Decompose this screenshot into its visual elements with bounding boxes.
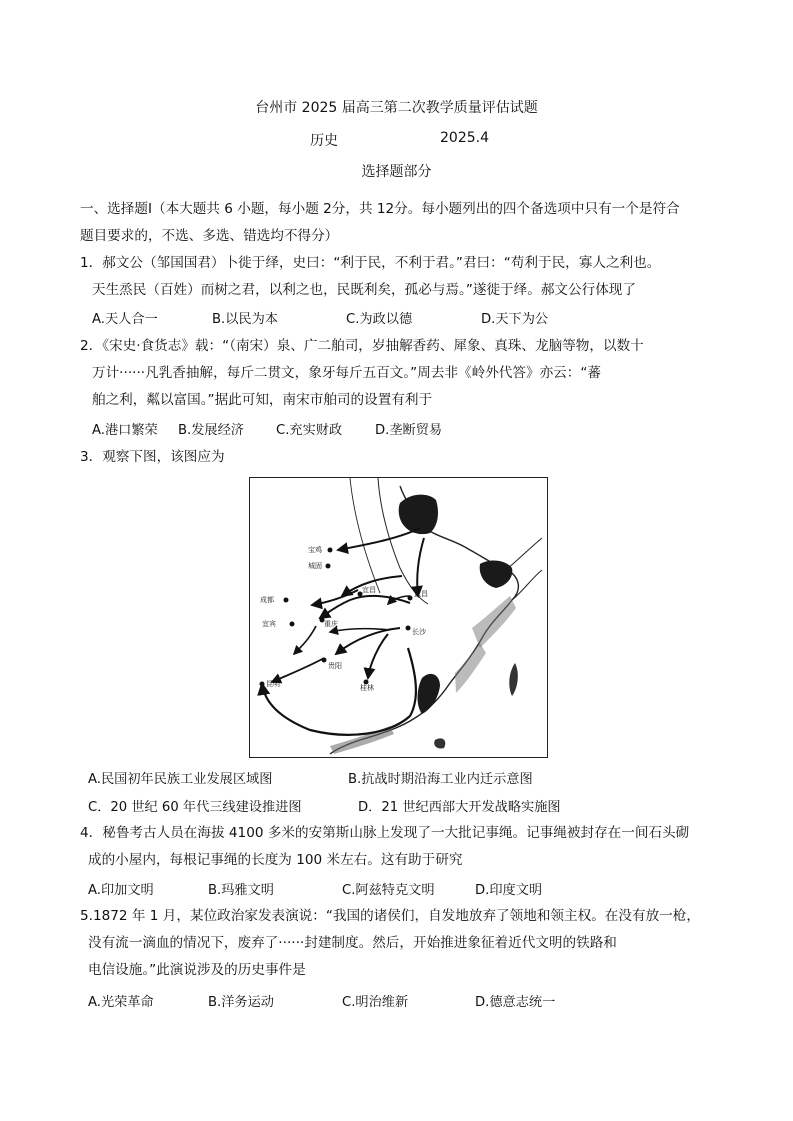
map-city-baoji: 宝鸡	[308, 546, 322, 554]
q5-line-3: 电信设施。”此演说涉及的历史事件是	[88, 962, 306, 978]
q4-line-1: 4．秘鲁考古人员在海拔 4100 多米的安第斯山脉上发现了一大批记事绳。记事绳被封存在一间石头砌	[80, 825, 690, 841]
q3-option-c: C．20 世纪 60 年代三线建设推进图	[88, 800, 302, 815]
map-city-kunming: 昆明	[266, 680, 280, 688]
map-city-yibin: 宜宾	[262, 620, 276, 628]
section-title: 选择题部分	[361, 164, 432, 180]
q1-option-a: A.天人合一	[92, 312, 158, 327]
q4-option-d: D.印度文明	[475, 883, 543, 898]
q2-option-d: D.垄断贸易	[375, 423, 443, 438]
q2-line-2: 万计······凡乳香抽解，每斤二贯文，象牙每斤五百文。”周去非《岭外代答》亦云：“蕃	[92, 365, 601, 381]
q2-option-b: B.发展经济	[178, 423, 244, 438]
q4-option-a: A.印加文明	[88, 883, 154, 898]
exam-title: 台州市 2025 届高三第二次教学质量评估试题	[255, 100, 538, 116]
q2-line-1: 2．《宋史·食货志》载：“（南宋）泉、广二舶司，岁抽解香药、犀象、真珠、龙脑等物，以数十	[80, 338, 644, 354]
map-city-chongqing: 重庆	[324, 620, 338, 628]
subject-label: 历史	[310, 133, 338, 149]
q2-option-c: C.充实财政	[276, 423, 343, 438]
q1-option-c: C.为政以德	[346, 312, 413, 327]
q3-line-1: 3．观察下图，该图应为	[80, 449, 225, 465]
q5-option-a: A.光荣革命	[88, 995, 154, 1010]
q1-line-2: 天生烝民（百姓）而树之君，以利之也，民既利矣，孤必与焉。”遂徙于绎。郝文公行体现了	[92, 282, 636, 298]
q4-line-2: 成的小屋内，每根记事绳的长度为 100 米左右。这有助于研究	[88, 852, 463, 868]
q1-option-b: B.以民为本	[212, 312, 278, 327]
map-city-guiyang: 贵阳	[328, 662, 342, 670]
q4-option-c: C.阿兹特克文明	[342, 883, 435, 898]
q3-option-b: B.抗战时期沿海工业内迁示意图	[348, 772, 533, 787]
q5-option-c: C.明治维新	[342, 995, 409, 1010]
q3-option-a: A.民国初年民族工业发展区域图	[88, 772, 273, 787]
q3-option-d: D．21 世纪西部大开发战略实施图	[358, 800, 561, 815]
q4-option-b: B.玛雅文明	[208, 883, 274, 898]
q5-line-2: 没有流一滴血的情况下，废弃了······封建制度。然后，开始推进象征着近代文明的铁路和	[88, 935, 617, 951]
q5-option-b: B.洋务运动	[208, 995, 274, 1010]
q5-line-1: 5.1872 年 1 月，某位政治家发表演说：“我国的诸侯们，自发地放弃了领地和领主权。在没有放一枪，	[80, 908, 700, 924]
q2-option-a: A.港口繁荣	[92, 423, 158, 438]
q2-line-3: 舶之利，粼以富国。”据此可知，南宋市舶司的设置有利于	[92, 392, 433, 408]
q1-line-1: 1．郝文公（邹国国君）卜徙于绎，史曰：“利于民，不利于君。”君曰：“苟利于民，寡人之利也。	[80, 255, 661, 271]
map-city-yichang: 宜昌	[362, 586, 376, 594]
instructions-line-1: 一、选择题Ⅰ（本大题共 6 小题，每小题 2分，共 12分。每小题列出的四个备选项中只有一个是符合	[80, 201, 680, 217]
map-city-guilin: 桂林	[360, 684, 374, 692]
map-city-chengdu: 成都	[260, 596, 274, 604]
map-city-chenggu: 城固	[308, 562, 322, 570]
map-city-changsha: 长沙	[412, 628, 426, 636]
instructions-line-2: 题目要求的，不选、多选、错选均不得分）	[80, 228, 339, 244]
map-city-wuchang: 武昌	[414, 590, 428, 598]
q1-option-d: D.天下为公	[481, 312, 549, 327]
q5-option-d: D.德意志统一	[475, 995, 556, 1010]
industry-migration-map	[249, 477, 548, 758]
exam-date: 2025.4	[440, 130, 489, 146]
